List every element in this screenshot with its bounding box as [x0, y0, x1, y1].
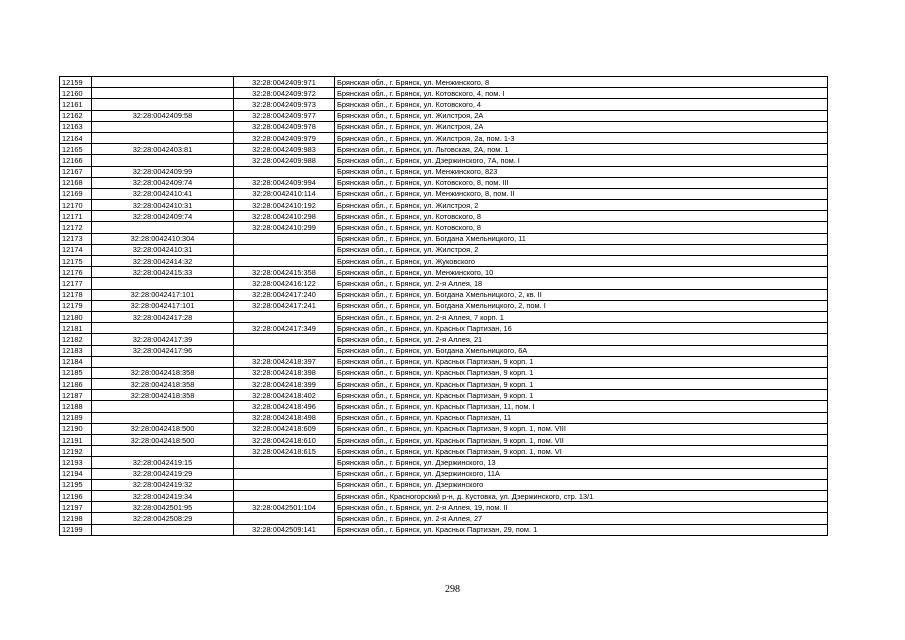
table-row	[60, 155, 828, 166]
row-number-cell: 12167	[60, 166, 92, 177]
row-number-cell: 12183	[60, 345, 92, 356]
row-number-cell: 12169	[60, 188, 92, 199]
parcel-number-cell: 32:28:0042418:500	[92, 423, 234, 434]
address-cell: Брянская обл., г. Брянск, ул. 2-я Аллея, 7 корп. 1	[335, 311, 828, 322]
row-number-cell: 12192	[60, 446, 92, 457]
row-number-cell: 12193	[60, 457, 92, 468]
row-number-cell: 12174	[60, 244, 92, 255]
address-cell: Брянская обл., г. Брянск, ул. Льговская, 2А, пом. 1	[335, 144, 828, 155]
address-cell: Брянская обл., г. Брянск, ул. Дзержинского, 7А, пом. I	[335, 155, 828, 166]
parcel-number-cell: 32:28:0042419:29	[92, 468, 234, 479]
parcel-number-cell	[92, 356, 234, 367]
object-number-cell	[234, 233, 335, 244]
object-number-cell: 32:28:0042418:609	[234, 423, 335, 434]
object-number-cell: 32:28:0042417:349	[234, 323, 335, 334]
table-row	[60, 278, 828, 289]
table-row	[60, 524, 828, 535]
object-number-cell: 32:28:0042410:298	[234, 211, 335, 222]
parcel-number-cell: 32:28:0042410:31	[92, 200, 234, 211]
row-number-cell: 12162	[60, 110, 92, 121]
object-number-cell: 32:28:0042415:358	[234, 267, 335, 278]
parcel-number-cell	[92, 99, 234, 110]
parcel-number-cell	[92, 132, 234, 143]
row-number-cell: 12177	[60, 278, 92, 289]
parcel-number-cell: 32:28:0042410:31	[92, 244, 234, 255]
row-number-cell: 12163	[60, 121, 92, 132]
table-row	[60, 222, 828, 233]
parcel-number-cell	[92, 222, 234, 233]
table-row	[60, 446, 828, 457]
table-row	[60, 256, 828, 267]
row-number-cell: 12194	[60, 468, 92, 479]
row-number-cell: 12168	[60, 177, 92, 188]
table-row	[60, 490, 828, 501]
parcel-number-cell	[92, 77, 234, 88]
object-number-cell	[234, 244, 335, 255]
object-number-cell	[234, 457, 335, 468]
table-row	[60, 244, 828, 255]
row-number-cell: 12171	[60, 211, 92, 222]
table-row	[60, 88, 828, 99]
address-cell: Брянская обл., г. Брянск, ул. Жилстроя, 2А	[335, 121, 828, 132]
row-number-cell: 12188	[60, 401, 92, 412]
object-number-cell: 32:28:0042409:994	[234, 177, 335, 188]
object-number-cell: 32:28:0042418:397	[234, 356, 335, 367]
table-row	[60, 289, 828, 300]
address-cell: Брянская обл., г. Брянск, ул. Дзержинского, 13	[335, 457, 828, 468]
parcel-number-cell: 32:28:0042409:74	[92, 211, 234, 222]
object-number-cell: 32:28:0042418:615	[234, 446, 335, 457]
page-number: 298	[445, 584, 460, 595]
address-cell: Брянская обл., Красногорский р-н, д. Кустовка, ул. Дзержинского, стр. 13/1	[335, 490, 828, 501]
address-cell: Брянская обл., г. Брянск, ул. Котовского, 8, пом. III	[335, 177, 828, 188]
row-number-cell: 12180	[60, 311, 92, 322]
address-cell: Брянская обл., г. Брянск, ул. Жилстроя, 2	[335, 244, 828, 255]
table-row	[60, 177, 828, 188]
address-cell: Брянская обл., г. Брянск, ул. Менжинского, 8	[335, 77, 828, 88]
address-cell: Брянская обл., г. Брянск, ул. Котовского, 8	[335, 211, 828, 222]
row-number-cell: 12195	[60, 479, 92, 490]
address-cell: Брянская обл., г. Брянск, ул. Красных Партизан, 29, пом. 1	[335, 524, 828, 535]
address-cell: Брянская обл., г. Брянск, ул. Богдана Хмельницкого, 11	[335, 233, 828, 244]
registry-table-body	[60, 77, 828, 536]
row-number-cell: 12176	[60, 267, 92, 278]
row-number-cell: 12181	[60, 323, 92, 334]
row-number-cell: 12178	[60, 289, 92, 300]
table-row	[60, 367, 828, 378]
parcel-number-cell: 32:28:0042415:33	[92, 267, 234, 278]
row-number-cell: 12159	[60, 77, 92, 88]
object-number-cell: 32:28:0042417:241	[234, 300, 335, 311]
parcel-number-cell	[92, 401, 234, 412]
table-row	[60, 99, 828, 110]
parcel-number-cell: 32:28:0042417:28	[92, 311, 234, 322]
parcel-number-cell: 32:28:0042419:32	[92, 479, 234, 490]
row-number-cell: 12187	[60, 390, 92, 401]
address-cell: Брянская обл., г. Брянск, ул. 2-я Аллея, 27	[335, 513, 828, 524]
parcel-number-cell: 32:28:0042508:29	[92, 513, 234, 524]
parcel-number-cell: 32:28:0042418:500	[92, 435, 234, 446]
object-number-cell: 32:28:0042501:104	[234, 502, 335, 513]
table-row	[60, 188, 828, 199]
table-row	[60, 412, 828, 423]
object-number-cell: 32:28:0042409:983	[234, 144, 335, 155]
row-number-cell: 12198	[60, 513, 92, 524]
address-cell: Брянская обл., г. Брянск, ул. 2-я Аллея, 19, пом. II	[335, 502, 828, 513]
row-number-cell: 12196	[60, 490, 92, 501]
row-number-cell: 12173	[60, 233, 92, 244]
parcel-number-cell: 32:28:0042501:95	[92, 502, 234, 513]
table-row	[60, 435, 828, 446]
table-row	[60, 200, 828, 211]
object-number-cell: 32:28:0042509:141	[234, 524, 335, 535]
object-number-cell: 32:28:0042418:398	[234, 367, 335, 378]
row-number-cell: 12164	[60, 132, 92, 143]
table-row	[60, 211, 828, 222]
row-number-cell: 12197	[60, 502, 92, 513]
object-number-cell	[234, 513, 335, 524]
address-cell: Брянская обл., г. Брянск, ул. Жилстроя, 2а, пом. 1-3	[335, 132, 828, 143]
parcel-number-cell	[92, 121, 234, 132]
object-number-cell	[234, 345, 335, 356]
table-row	[60, 502, 828, 513]
table-row	[60, 300, 828, 311]
address-cell: Брянская обл., г. Брянск, ул. Красных Партизан, 9 корп. 1, пом. VII	[335, 435, 828, 446]
row-number-cell: 12179	[60, 300, 92, 311]
table-row	[60, 121, 828, 132]
address-cell: Брянская обл., г. Брянск, ул. Красных Партизан, 9 корп. 1	[335, 379, 828, 390]
table-row	[60, 479, 828, 490]
table-row	[60, 77, 828, 88]
parcel-number-cell: 32:28:0042417:101	[92, 289, 234, 300]
address-cell: Брянская обл., г. Брянск, ул. Красных Партизан, 11, пом. I	[335, 401, 828, 412]
row-number-cell: 12160	[60, 88, 92, 99]
object-number-cell: 32:28:0042410:192	[234, 200, 335, 211]
row-number-cell: 12165	[60, 144, 92, 155]
object-number-cell	[234, 166, 335, 177]
row-number-cell: 12191	[60, 435, 92, 446]
address-cell: Брянская обл., г. Брянск, ул. Красных Партизан, 9 корп. 1, пом. VIII	[335, 423, 828, 434]
address-cell: Брянская обл., г. Брянск, ул. Красных Партизан, 9 корп. 1	[335, 367, 828, 378]
table-row	[60, 457, 828, 468]
parcel-number-cell: 32:28:0042409:58	[92, 110, 234, 121]
address-cell: Брянская обл., г. Брянск, ул. 2-я Аллея, 21	[335, 334, 828, 345]
row-number-cell: 12166	[60, 155, 92, 166]
address-cell: Брянская обл., г. Брянск, ул. Жилстроя, 2	[335, 200, 828, 211]
address-cell: Брянская обл., г. Брянск, ул. Котовского, 4	[335, 99, 828, 110]
row-number-cell: 12182	[60, 334, 92, 345]
parcel-number-cell: 32:28:0042418:358	[92, 390, 234, 401]
parcel-number-cell	[92, 278, 234, 289]
object-number-cell: 32:28:0042409:978	[234, 121, 335, 132]
table-row	[60, 132, 828, 143]
object-number-cell: 32:28:0042409:977	[234, 110, 335, 121]
table-row	[60, 401, 828, 412]
row-number-cell: 12186	[60, 379, 92, 390]
object-number-cell: 32:28:0042417:240	[234, 289, 335, 300]
table-row	[60, 144, 828, 155]
object-number-cell	[234, 311, 335, 322]
object-number-cell: 32:28:0042418:399	[234, 379, 335, 390]
address-cell: Брянская обл., г. Брянск, ул. Котовского, 8	[335, 222, 828, 233]
parcel-number-cell: 32:28:0042403:81	[92, 144, 234, 155]
address-cell: Брянская обл., г. Брянск, ул. Красных Партизан, 9 корп. 1, пом. VI	[335, 446, 828, 457]
table-row	[60, 468, 828, 479]
parcel-number-cell: 32:28:0042417:101	[92, 300, 234, 311]
table-row	[60, 267, 828, 278]
table-row	[60, 423, 828, 434]
address-cell: Брянская обл., г. Брянск, ул. Менжинского, 10	[335, 267, 828, 278]
parcel-number-cell: 32:28:0042410:41	[92, 188, 234, 199]
row-number-cell: 12161	[60, 99, 92, 110]
parcel-number-cell: 32:28:0042418:358	[92, 379, 234, 390]
parcel-number-cell	[92, 155, 234, 166]
address-cell: Брянская обл., г. Брянск, ул. Менжинского, 823	[335, 166, 828, 177]
parcel-number-cell	[92, 412, 234, 423]
object-number-cell: 32:28:0042409:988	[234, 155, 335, 166]
row-number-cell: 12185	[60, 367, 92, 378]
address-cell: Брянская обл., г. Брянск, ул. Красных Партизан, 16	[335, 323, 828, 334]
parcel-number-cell: 32:28:0042409:74	[92, 177, 234, 188]
object-number-cell: 32:28:0042418:496	[234, 401, 335, 412]
address-cell: Брянская обл., г. Брянск, ул. Жуковского	[335, 256, 828, 267]
object-number-cell: 32:28:0042416:122	[234, 278, 335, 289]
object-number-cell: 32:28:0042418:610	[234, 435, 335, 446]
address-cell: Брянская обл., г. Брянск, ул. Красных Партизан, 9 корп. 1	[335, 390, 828, 401]
address-cell: Брянская обл., г. Брянск, ул. Красных Партизан, 9 корп. 1	[335, 356, 828, 367]
table-row	[60, 311, 828, 322]
address-cell: Брянская обл., г. Брянск, ул. Богдана Хмельницкого, 2, кв. II	[335, 289, 828, 300]
row-number-cell: 12189	[60, 412, 92, 423]
parcel-number-cell	[92, 524, 234, 535]
parcel-number-cell: 32:28:0042419:34	[92, 490, 234, 501]
table-row	[60, 334, 828, 345]
address-cell: Брянская обл., г. Брянск, ул. Богдана Хмельницкого, 2, пом. I	[335, 300, 828, 311]
parcel-number-cell: 32:28:0042417:39	[92, 334, 234, 345]
row-number-cell: 12175	[60, 256, 92, 267]
object-number-cell: 32:28:0042409:979	[234, 132, 335, 143]
address-cell: Брянская обл., г. Брянск, ул. 2-я Аллея, 18	[335, 278, 828, 289]
object-number-cell: 32:28:0042418:402	[234, 390, 335, 401]
table-row	[60, 110, 828, 121]
object-number-cell: 32:28:0042409:973	[234, 99, 335, 110]
parcel-number-cell	[92, 446, 234, 457]
address-cell: Брянская обл., г. Брянск, ул. Красных Партизан, 11	[335, 412, 828, 423]
object-number-cell: 32:28:0042409:971	[234, 77, 335, 88]
object-number-cell	[234, 334, 335, 345]
table-row	[60, 166, 828, 177]
parcel-number-cell: 32:28:0042414:32	[92, 256, 234, 267]
object-number-cell: 32:28:0042418:498	[234, 412, 335, 423]
row-number-cell: 12199	[60, 524, 92, 535]
registry-table	[59, 76, 828, 536]
row-number-cell: 12172	[60, 222, 92, 233]
object-number-cell: 32:28:0042410:299	[234, 222, 335, 233]
row-number-cell: 12170	[60, 200, 92, 211]
table-row	[60, 345, 828, 356]
table-row	[60, 323, 828, 334]
table-row	[60, 233, 828, 244]
object-number-cell: 32:28:0042410:114	[234, 188, 335, 199]
object-number-cell	[234, 479, 335, 490]
address-cell: Брянская обл., г. Брянск, ул. Менжинского, 8, пом. II	[335, 188, 828, 199]
parcel-number-cell: 32:28:0042419:15	[92, 457, 234, 468]
address-cell: Брянская обл., г. Брянск, ул. Жилстроя, 2А	[335, 110, 828, 121]
table-row	[60, 513, 828, 524]
parcel-number-cell: 32:28:0042417:96	[92, 345, 234, 356]
table-row	[60, 356, 828, 367]
address-cell: Брянская обл., г. Брянск, ул. Дзержинского, 11А	[335, 468, 828, 479]
row-number-cell: 12190	[60, 423, 92, 434]
object-number-cell	[234, 256, 335, 267]
address-cell: Брянская обл., г. Брянск, ул. Богдана Хмельницкого, 6А	[335, 345, 828, 356]
row-number-cell: 12184	[60, 356, 92, 367]
parcel-number-cell	[92, 323, 234, 334]
parcel-number-cell: 32:28:0042418:358	[92, 367, 234, 378]
object-number-cell	[234, 490, 335, 501]
parcel-number-cell	[92, 88, 234, 99]
table-row	[60, 390, 828, 401]
parcel-number-cell: 32:28:0042410:304	[92, 233, 234, 244]
object-number-cell: 32:28:0042409:972	[234, 88, 335, 99]
parcel-number-cell: 32:28:0042409:99	[92, 166, 234, 177]
object-number-cell	[234, 468, 335, 479]
address-cell: Брянская обл., г. Брянск, ул. Дзержинского	[335, 479, 828, 490]
table-row	[60, 379, 828, 390]
address-cell: Брянская обл., г. Брянск, ул. Котовского, 4, пом. I	[335, 88, 828, 99]
